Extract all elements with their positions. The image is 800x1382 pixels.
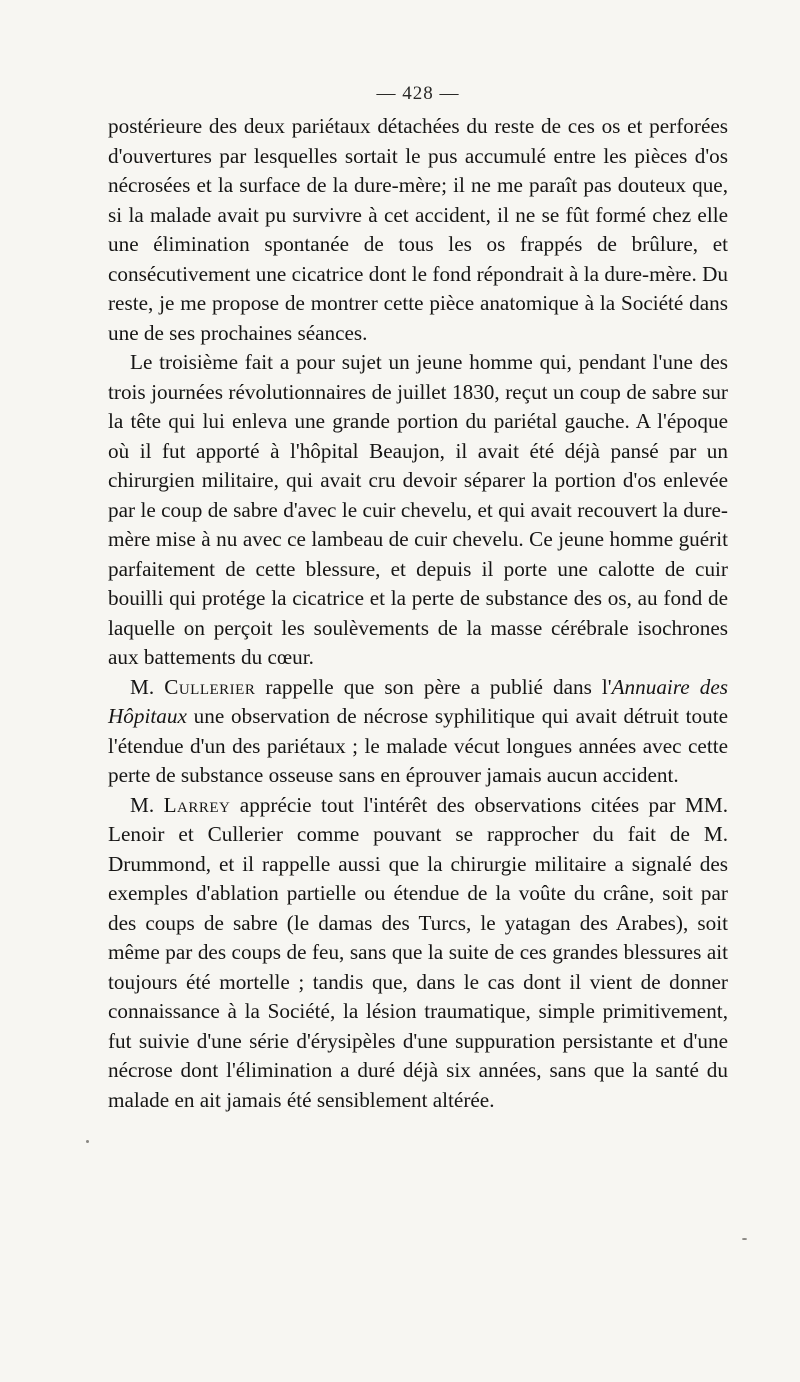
- page-number: — 428 —: [376, 83, 460, 104]
- paper-speck: [742, 1238, 747, 1240]
- paragraph-2: [108, 348, 728, 673]
- paragraph-3-mid: rappelle que son père a publié dans l': [255, 674, 612, 699]
- paragraph-2-text: Le troisième fait a pour sujet un jeune homme qui, pendant l'une des trois journées révolutionnaires de juillet 1830, reçut un coup de sabre sur la tête qui lui enleva une grande portion du pariétal gauche. A l'époque où il fut apporté à l'hôpital Beaujon, il avait été déjà pansé par un chirurgien militaire, qui avait cru devoir séparer la portion d'os enlevée par le coup de sabre d'avec le cuir chevelu, et qui avait recouvert la dure-mère mise à nu avec ce lambeau de cuir chevelu. Ce jeune homme guérit parfaitement de cette blessure, et depuis il porte une calotte de cuir bouilli qui protége la cicatrice et la perte de substance des os, au fond de laquelle on perçoit les soulèvements de la masse cérébrale isochrones aux battements du cœur.: [108, 350, 728, 669]
- speaker-name-larrey: Larrey: [163, 792, 231, 817]
- paragraph-1-text: postérieure des deux pariétaux détachées du reste de ces os et perforées d'ouvertures par lesquelles sortait le pus accumulé entre les pièces d'os nécrosées et la surface de la dure-mère; il ne me paraît pas douteux que, si la malade avait pu survivre à cet accident, il ne se fût formé chez elle une élimination spontanée de tous les os frappés de brûlure, et consécutivement une cicatrice dont le fond répondrait à la dure-mère. Du reste, je me propose de montrer cette pièce anatomique à la Société dans une de ses prochaines séances.: [108, 114, 728, 345]
- paragraph-4-text: apprécie tout l'intérêt des observations citées par MM. Lenoir et Cullerier comme pouvant se rapprocher du fait de M. Drummond, et il rappelle aussi que la chirurgie militaire a signalé des exemples d'ablation partielle ou étendue de la voûte du crâne, soit par des coups de sabre (le damas des Turcs, le yatagan des Arabes), soit même par des coups de feu, sans que la suite de ces grandes blessures ait toujours été mortelle ; tandis que, dans le cas dont il vient de donner connaissance à la Société, la lésion traumatique, simple primitivement, fut suivie d'une série d'érysipèles d'une suppuration persistante et d'une nécrose dont l'élimination a duré déjà six années, sans que la santé du malade en ait jamais été sensiblement altérée.: [108, 792, 728, 1112]
- publication-title: Annuaire des Hôpitaux: [108, 674, 728, 728]
- paper-speck: [86, 1140, 89, 1143]
- paragraph-4: [108, 791, 728, 1116]
- speaker-name-cullerier: Cullerier: [164, 674, 256, 699]
- paragraph-1: [108, 112, 728, 348]
- paragraph-3: [108, 673, 728, 791]
- paragraph-3-prefix: M.: [130, 674, 165, 699]
- paragraph-3-text: une observation de nécrose syphilitique qui avait détruit toute l'étendue d'un des pariétaux ; le malade vécut longues années avec cette perte de substance osseuse sans en éprouver jamais aucun accident.: [108, 704, 728, 787]
- book-page: [108, 82, 728, 1115]
- paragraph-4-prefix: M.: [130, 792, 164, 817]
